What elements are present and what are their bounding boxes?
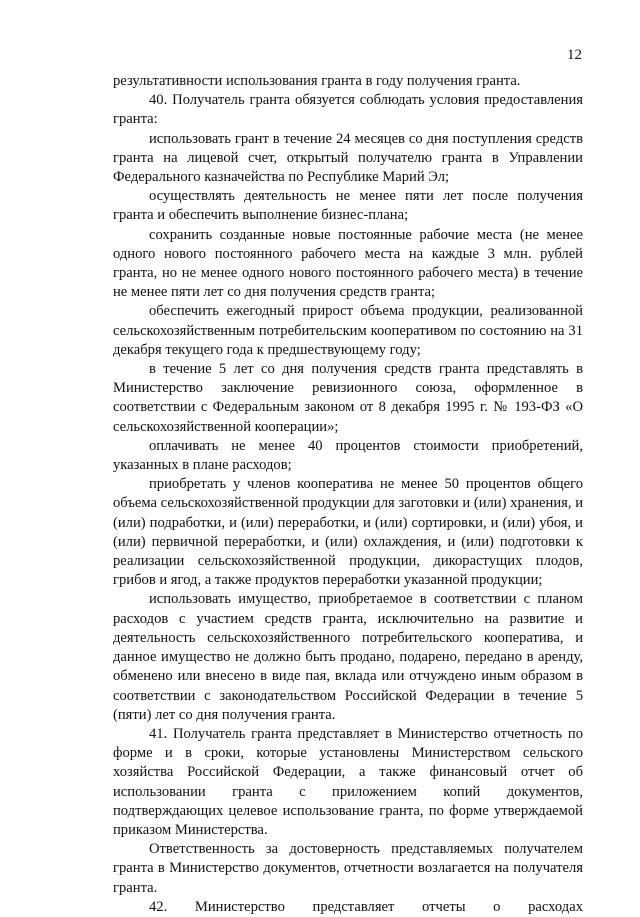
- page-number: 12: [567, 47, 582, 63]
- paragraph-purchase: приобретать у членов кооператива не менее 50 процентов общего объема сельскохозяйственной продукции для заготовки и (или) хранения, и (или) подработки, и (или) переработки, и (или) сортировки, и (или) убоя, и (или) первичной переработки, и (или) охлаждения, и (или) подготовки к реализации сельскохозяйственной продукции, дикорастущих плодов, грибов и ягод, а также продуктов переработки указанной продукции;: [113, 476, 583, 589]
- paragraph-item-41: 41. Получатель гранта представляет в Министерство отчетность по форме и в сроки, которые установлены Министерством сельского хозяйства Российской Федерации, а также финансовый отчет об использовании гранта с приложением копий документов, подтверждающих целевое использование гранта, по форме утверждаемой приказом Министерства.: [113, 725, 583, 838]
- document-body: [113, 72, 583, 917]
- paragraph-item-42: 42. Министерство представляет отчеты о расходах: [149, 898, 583, 915]
- paragraph-growth: обеспечить ежегодный прирост объема продукции, реализованной сельскохозяйственным потребительским кооперативом по состоянию на 31 декабря текущего года к предшествующему году;: [113, 303, 583, 358]
- paragraph-jobs: сохранить созданные новые постоянные рабочие места (не менее одного нового постоянного рабочего места на каждые 3 млн. рублей гранта, но не менее одного нового постоянного рабочего места) в течение не менее пяти лет со дня получения средств гранта;: [113, 226, 583, 301]
- paragraph-use-grant: использовать грант в течение 24 месяцев со дня поступления средств гранта на лицевой счет, открытый получателю гранта в Управлении Федерального казначейства по Республике Марий Эл;: [113, 130, 583, 186]
- paragraph-responsibility: Ответственность за достоверность представляемых получателем гранта в Министерство документов, отчетности возлагается на получателя гранта.: [113, 841, 583, 896]
- paragraph-payment: оплачивать не менее 40 процентов стоимости приобретений, указанных в плане расходов;: [113, 437, 583, 474]
- paragraph-audit: в течение 5 лет со дня получения средств гранта представлять в Министерство заключение ревизионного союза, оформленное в соответствии с Федеральным законом от 8 декабря 1995 г. № 193-ФЗ «О сельскохозяйственной кооперации»;: [113, 361, 583, 435]
- paragraph-continuation: результативности использования гранта в году получения гранта.: [113, 73, 521, 89]
- paragraph-item-40: 40. Получатель гранта обязуется соблюдать условия предоставления гранта:: [113, 92, 583, 128]
- paragraph-activity: осуществлять деятельность не менее пяти лет после получения гранта и обеспечить выполнение бизнес-плана;: [113, 188, 583, 224]
- paragraph-property: использовать имущество, приобретаемое в соответствии с планом расходов с участием средств гранта, исключительно на развитие и деятельность сельскохозяйственного потребительского кооператива, и данное имущество не должно быть продано, подарено, передано в аренду, обменено или внесено в виде пая, вклада или отчуждено иным образом в соответствии с законодательством Российской Федерации в течение 5 (пяти) лет со дня получения гранта.: [113, 591, 583, 723]
